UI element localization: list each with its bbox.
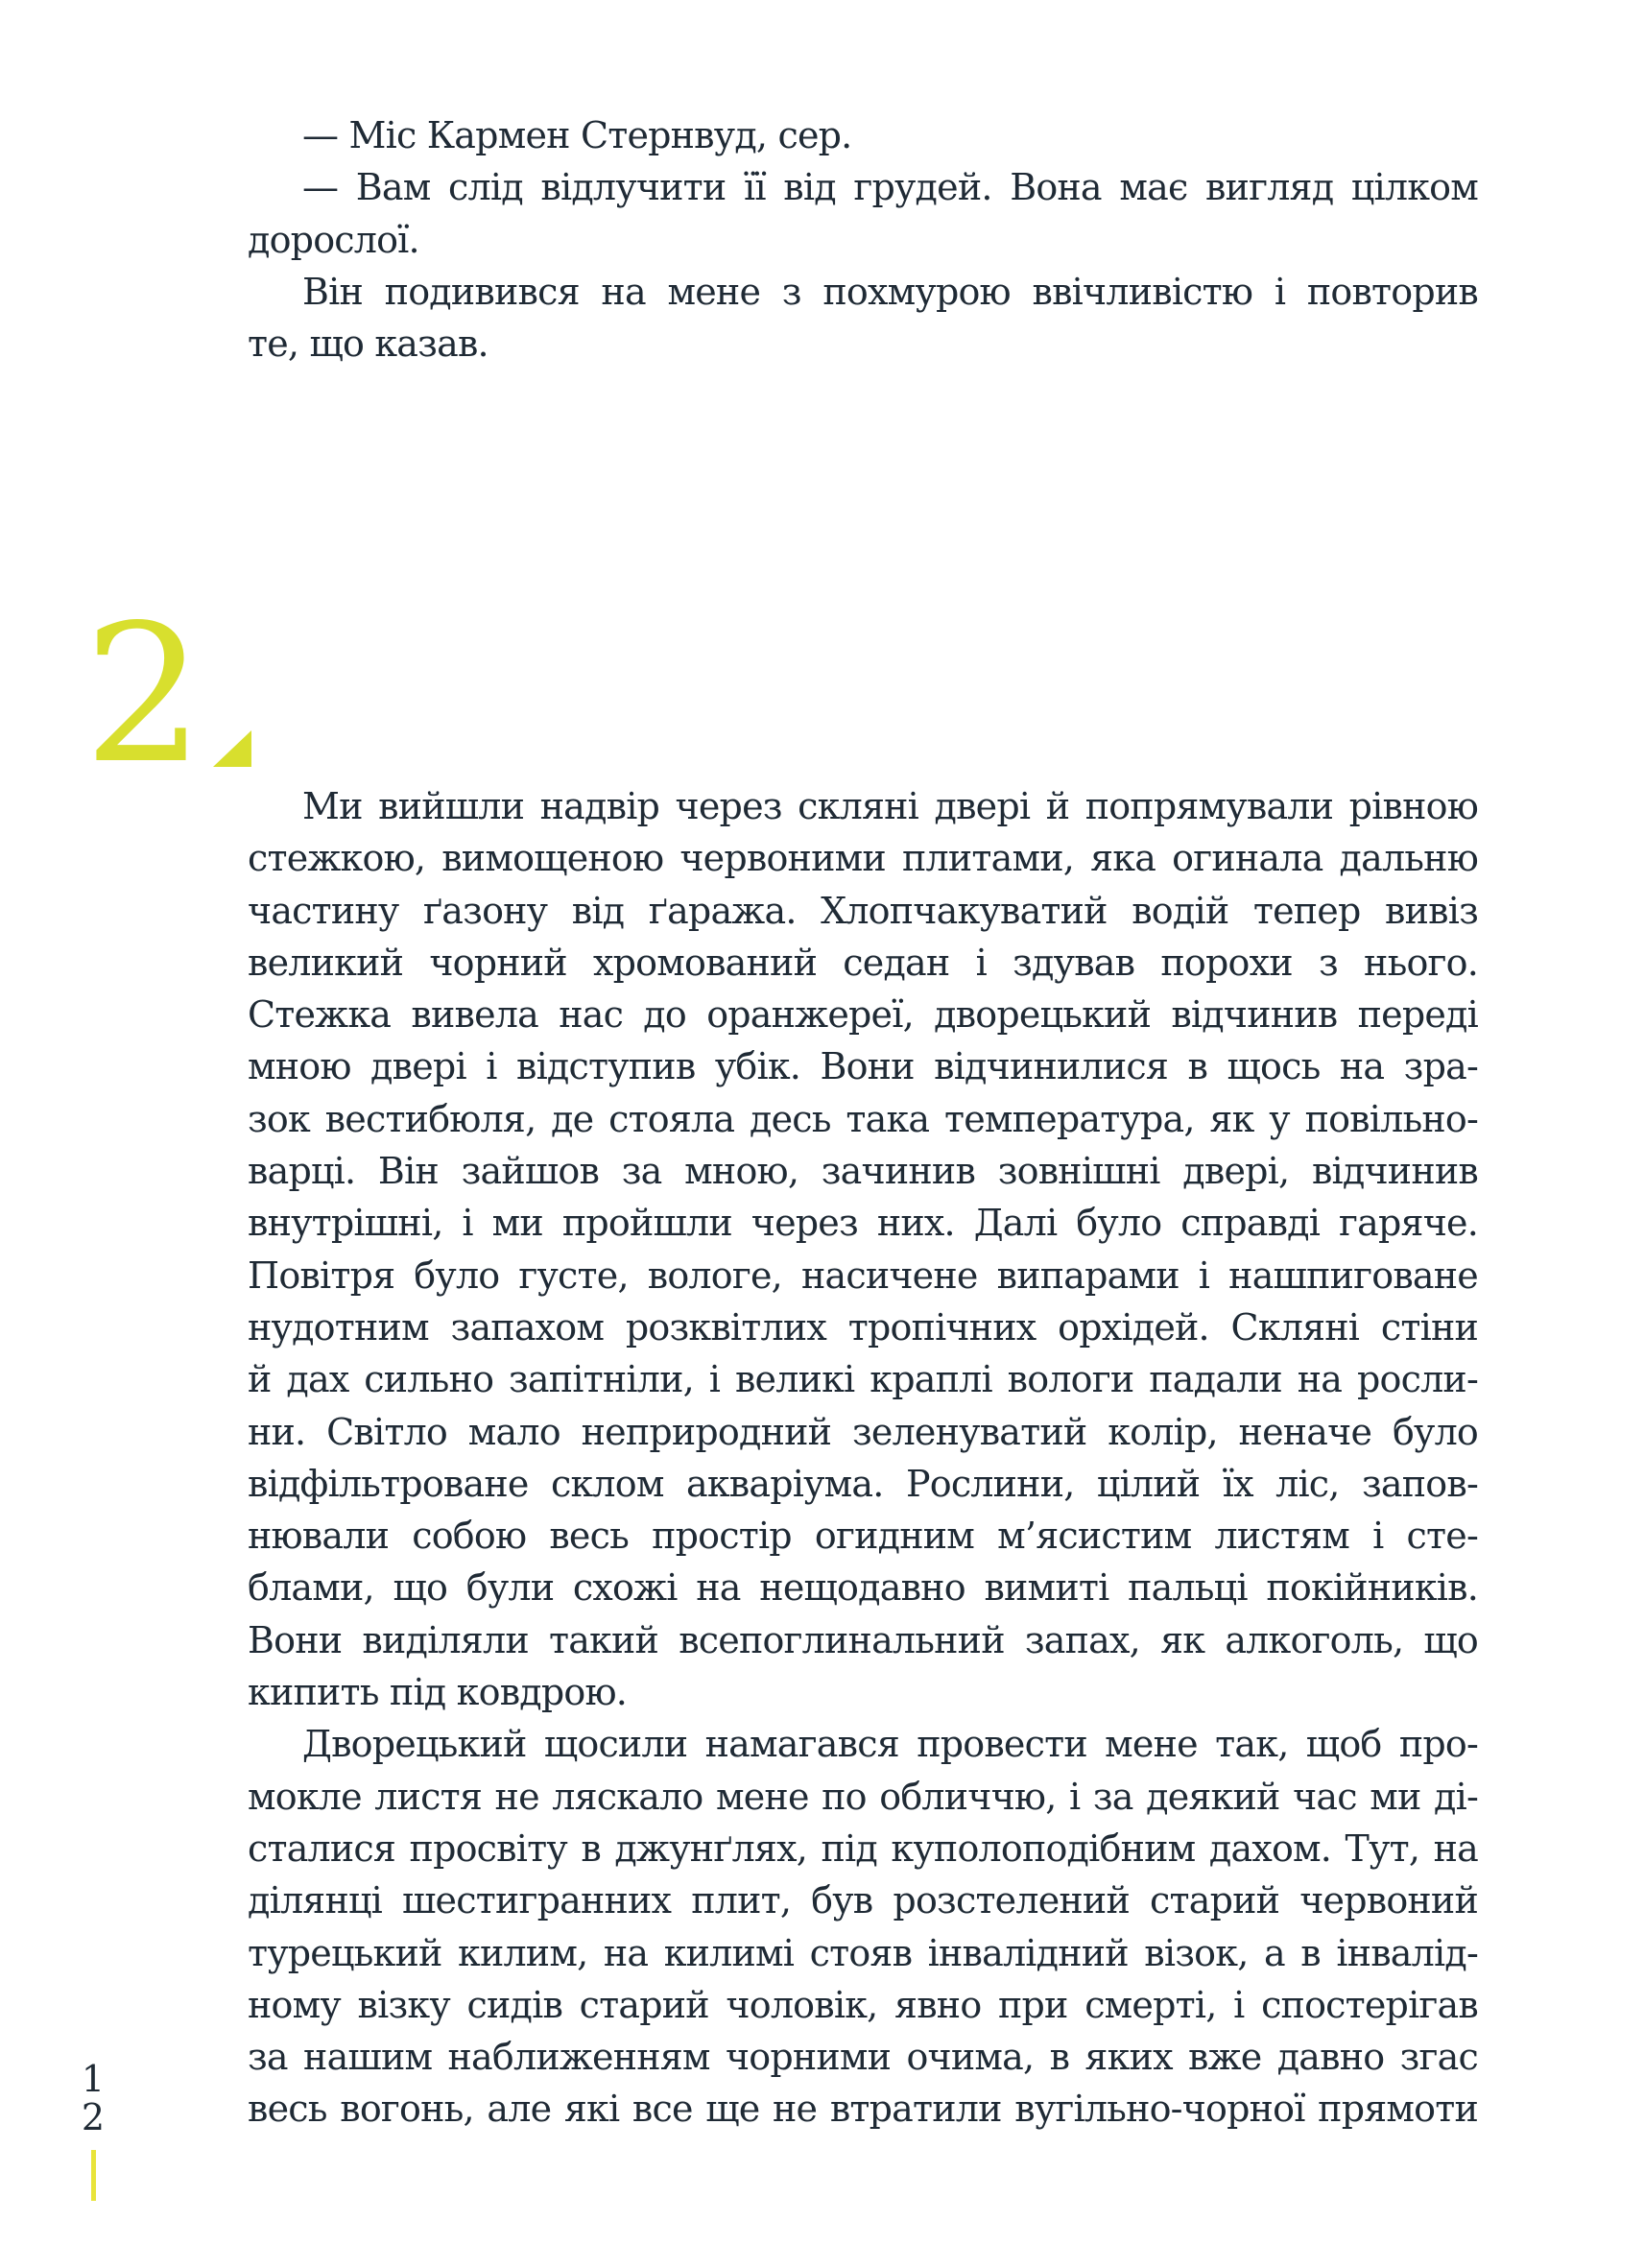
text-line: внутрішні, і ми пройшли через них. Далі було справді гаряче. (248, 1202, 1478, 1245)
text-line: кипить під ковдрою. (248, 1671, 628, 1714)
text-line: Вони виділяли такий всепоглинальний запах, як алкоголь, що (248, 1618, 1478, 1661)
text-line: Він подивився на мене з похмурою ввічливістю і повторив (302, 270, 1478, 313)
page-number (79, 2060, 107, 2137)
text-line: — Вам слід відлучити її від грудей. Вона має вигляд цілком (302, 166, 1478, 209)
text-line: Повітря було густе, вологе, насичене випарами і нашпиговане (248, 1253, 1478, 1297)
text-line: зок вестибюля, де стояла десь така температура, як у повільно- (248, 1097, 1478, 1140)
chapter-heading (83, 584, 251, 805)
text-line: стежкою, вимощеною червоними плитами, яка огинала дальню (248, 837, 1478, 880)
text-line: Дворецький щосили намагався провести мене так, щоб про- (302, 1723, 1478, 1766)
chapter-period-icon (213, 730, 251, 767)
text-line: те, що казав. (248, 322, 488, 366)
page-margin-bar (91, 2150, 96, 2201)
text-line: мокле листя не ляскало мене по обличчю, і за деякий час ми ді- (248, 1775, 1478, 1818)
text-line: мною двері і відступив убік. Вони відчинилися в щось на зра- (248, 1045, 1478, 1088)
text-line: ділянці шестигранних плит, був розстелений старий червоний (248, 1879, 1478, 1922)
text-line: сталися просвіту в джунґлях, під куполоподібним дахом. Тут, на (248, 1826, 1478, 1870)
text-line: блами, що були схожі на нещодавно вимиті пальці покійників. (248, 1566, 1478, 1610)
text-line: Ми вийшли надвір через скляні двері й попрямували рівною (302, 785, 1478, 827)
chapter-number: 2 (83, 584, 204, 805)
text-line: — Міс Кармен Стернвуд, сер. (302, 114, 852, 156)
text-line: ному візку сидів старий чоловік, явно при смерті, і спостерігав (248, 1983, 1478, 2026)
text-line: нювали собою весь простір огидним м’ясистим листям і сте- (248, 1515, 1478, 1558)
text-line: весь вогонь, але які все ще не втратили вугільно-чорної прямоти (248, 2088, 1478, 2131)
page-number-digit-2: 2 (81, 2096, 106, 2138)
text-line: Стежка вивела нас до оранжереї, дворецький відчинив переді (248, 993, 1478, 1037)
page-number-digit-1: 1 (81, 2058, 106, 2100)
text-line: відфільтроване склом акваріума. Рослини, цілий їх ліс, запов- (248, 1462, 1478, 1505)
text-line: за нашим наближенням чорними очима, в яких вже давно згас (248, 2036, 1478, 2079)
text-line: частину ґазону від ґаража. Хлопчакуватий водій тепер вивіз (248, 889, 1478, 932)
text-line: ни. Світло мало неприродний зеленуватий колір, неначе було (248, 1410, 1478, 1453)
body-paragraphs (248, 780, 1478, 2136)
text-line: нудотним запахом розквітлих тропічних орхідей. Скляні стіни (248, 1305, 1478, 1349)
text-line: турецький килим, на килимі стояв інвалідний візок, а в інвалід- (248, 1931, 1478, 1974)
text-line: великий чорний хромований седан і здував порохи з нього. (248, 941, 1478, 984)
text-line: дорослої. (248, 218, 419, 261)
text-line: варці. Він зайшов за мною, зачинив зовнішні двері, відчинив (248, 1150, 1478, 1193)
text-line: й дах сильно запітніли, і великі краплі вологи падали на росли- (248, 1358, 1478, 1401)
dialogue-paragraphs (248, 109, 1478, 370)
